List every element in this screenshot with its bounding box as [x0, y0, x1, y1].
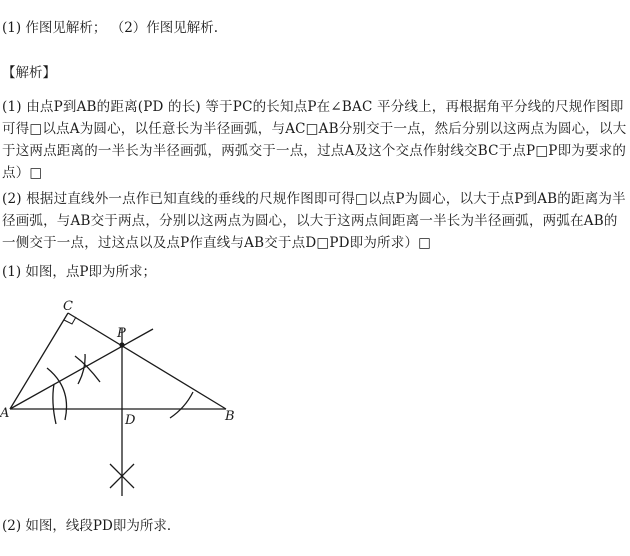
- analysis-paragraph-1: (1) 由点P到AB的距离(PD 的长) 等于PC的长知点P在∠BAC 平分线上，再根据角平分线的尺规作图即可得□以点A为圆心，以任意长为半径画弧，与AC□AB分别交于一点，然后分别以这两点为圆心，以大于这两点距离的一半长为半径画弧，两弧交于一点，过点A及这个交点作射线交BC于点P□P即为要求的点）□: [2, 99, 627, 181]
- right-angle-mark: [64, 317, 76, 324]
- point-p-dot: [119, 342, 124, 347]
- label-p: P: [117, 326, 126, 341]
- analysis-paragraph-2: (2) 根据过直线外一点作已知直线的垂线的尺规作图即可得□以点P为圆心，以大于点P到AB的距离为半径画弧，与AB交于两点，分别以这两点为圆心，以大于这两点间距离一半长为半径画弧，两弧在AB的一侧交于一点，过这点以及点P作直线与AB交于点D□PD即为所求）□: [2, 191, 626, 251]
- arc-p-cut-left: [53, 384, 56, 424]
- result-line-1: (1) 如图，点P即为所求；: [2, 264, 156, 280]
- construction-figure: [0, 296, 260, 506]
- angle-bisector-ray: [10, 329, 153, 409]
- label-d: D: [125, 413, 136, 428]
- segment-ac: [10, 313, 68, 409]
- arc-p-cut-right: [170, 392, 193, 418]
- label-b: B: [225, 409, 235, 424]
- segment-cb: [68, 313, 226, 409]
- section-title: 【解析】: [2, 65, 56, 81]
- label-c: C: [63, 299, 73, 314]
- label-a: A: [0, 406, 10, 421]
- result-line-2: (2) 如图，线段PD即为所求．: [2, 518, 181, 534]
- bisector-arc-1: [75, 356, 100, 382]
- arc-center-a: [47, 368, 67, 420]
- answer-line: (1) 作图见解析； （2）作图见解析.: [2, 20, 219, 36]
